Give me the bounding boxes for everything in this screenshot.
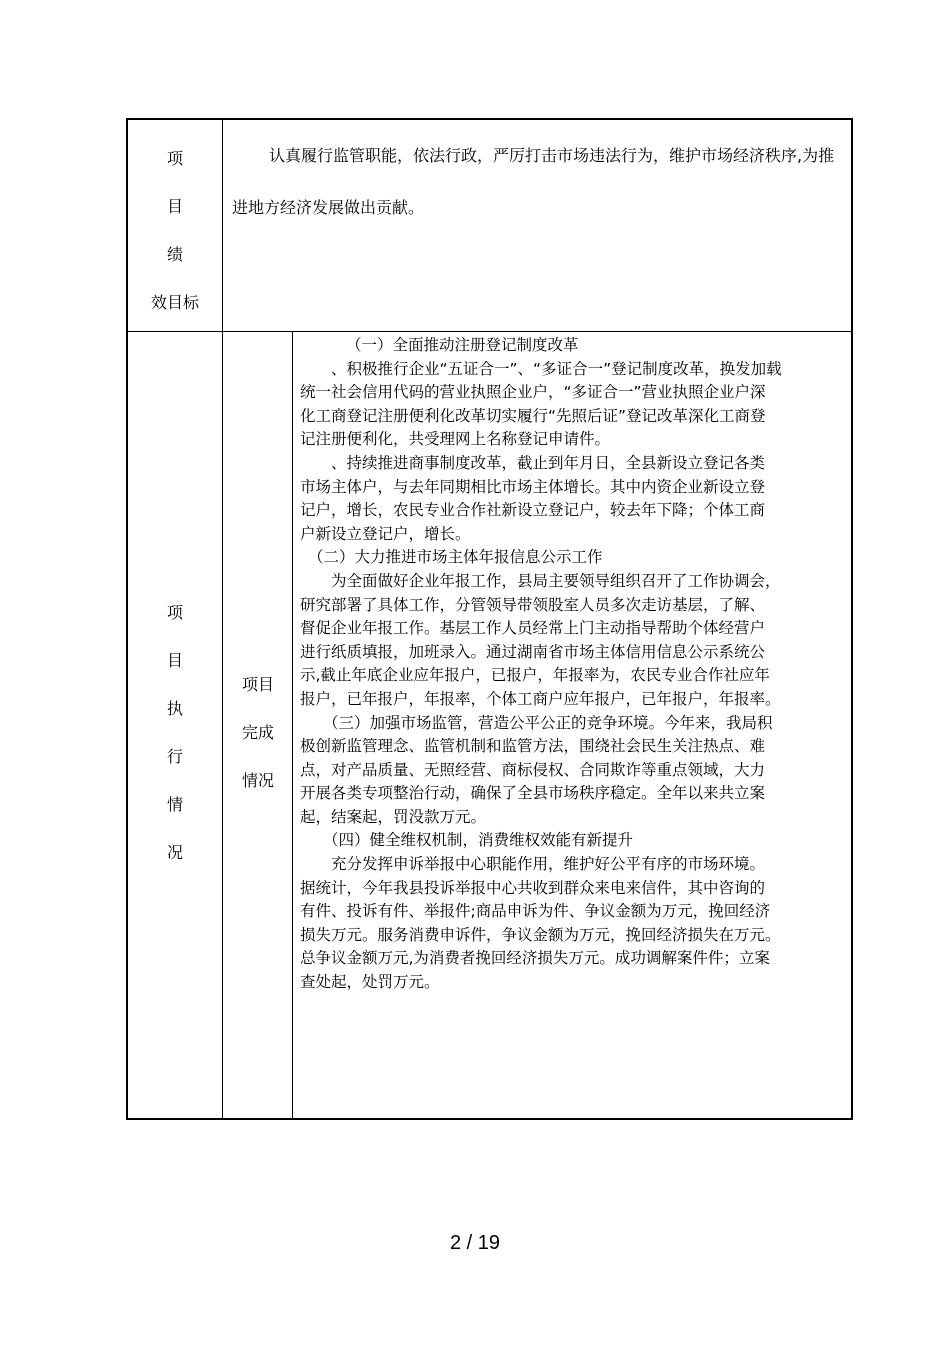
content-line: 、积极推行企业“五证合一”、“多证合一”登记制度改革，换发加载 [331,359,782,378]
content-line: 研究部署了具体工作，分管领导带领股室人员多次走访基层，了解、 [300,595,766,614]
content-line: 据统计，今年我县投诉举报中心共收到群众来电来信件，其中咨询的 [300,878,766,897]
goal-label-char: 目 [166,197,183,216]
content-line: 报户，已年报户，年报率，个体工商户应年报户，已年报户，年报率。 [300,689,781,708]
exec-label-char: 情 [166,795,183,814]
content-line: 有件、投诉有件、举报件;商品申诉为件、争议金额为万元，挽回经济 [300,902,771,921]
content-line: 进行纸质填报，加班录入。通过湖南省市场主体信用信息公示系统公 [300,642,766,661]
content-line: （三）加强市场监管，营造公平公正的竞争环境。今年来，我局积 [323,713,773,732]
row-divider [128,331,851,332]
sublabel-column-divider [292,331,293,1118]
content-line: 化工商登记注册便利化改革切实履行“先照后证”登记改革深化工商登 [300,406,766,425]
content-line: 户新设立登记户，增长。 [300,524,471,543]
content-line: 查处起，处罚万元。 [300,973,440,992]
content-line: 统一社会信用代码的营业执照企业户，“多证合一”营业执照企业户深 [300,383,766,402]
content-line: 损失万元。服务消费申诉件，争议金额为万元，挽回经济损失在万元。 [300,925,781,944]
goal-text: 认真履行监管职能，依法行政，严厉打击市场违法行为，维护市场经济秩序,为推进地方经济发展做出贡献。 [232,146,835,217]
page-number: 2 / 19 [449,1232,501,1254]
content-line: 为全面做好企业年报工作，县局主要领导组织召开了工作协调会， [331,571,781,590]
content-line: （四）健全维权机制，消费维权效能有新提升 [323,831,634,850]
goal-label-char: 绩 [166,245,183,264]
completion-label-line: 项目 [241,675,274,694]
content-line: 总争议金额万元,为消费者挽回经济损失万元。成功调解案件件；立案 [300,949,770,968]
content-line: 记注册便利化，共受理网上名称登记申请件。 [300,430,611,449]
content-line: （二）大力推进市场主体年报信息公示工作 [308,548,603,567]
exec-label-char: 项 [166,603,183,622]
content-line: 、持续推进商事制度改革，截止到年月日，全县新设立登记各类 [331,453,766,472]
label-column-divider [222,120,223,1118]
content-line: 示,截止年底企业应年报户，已报户，年报率为，农民专业合作社应年 [300,666,770,685]
content-line: 极创新监管理念、监管机制和监管方法，围绕社会民生关注热点、难 [300,737,766,756]
report-table [126,118,853,1120]
goal-label-char: 效目标 [150,293,199,312]
content-line: 开展各类专项整治行动，确保了全县市场秩序稳定。全年以来共立案 [300,784,766,803]
content-line: （一）全面推动注册登记制度改革 [346,336,579,354]
exec-label-char: 行 [166,747,183,766]
content-line: 督促企业年报工作。基层工作人员经常上门主动指导帮助个体经营户 [300,619,766,638]
completion-label-line: 情况 [241,771,274,790]
content-line: 点，对产品质量、无照经营、商标侵权、合同欺诈等重点领域，大力 [300,760,766,779]
content-line: 记户，增长，农民专业合作社新设立登记户，较去年下降；个体工商 [300,501,766,520]
content-line: 市场主体户，与去年同期相比市场主体增长。其中内资企业新设立登 [300,477,766,496]
goal-label-char: 项 [166,149,183,168]
completion-label-line: 完成 [241,723,274,742]
content-line: 充分发挥申诉举报中心职能作用，维护好公平有序的市场环境。 [331,855,766,874]
content-line: 起，结案起，罚没款万元。 [300,807,487,826]
exec-label-char: 执 [166,699,183,718]
exec-label-char: 况 [166,843,183,862]
completion-content [300,334,860,995]
exec-label-char: 目 [166,651,183,670]
